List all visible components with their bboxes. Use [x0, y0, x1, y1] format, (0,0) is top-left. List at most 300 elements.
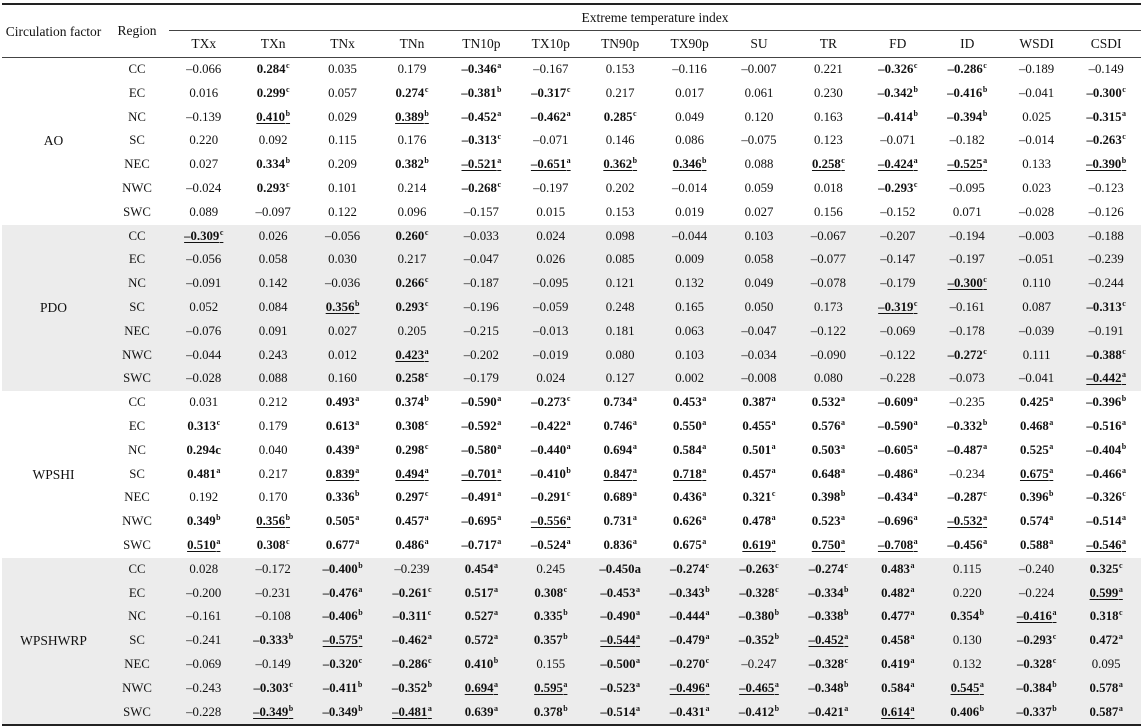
value-text: 0.260 — [395, 228, 425, 243]
value-cell-tnn — [377, 629, 446, 653]
index-header-tr: TR — [794, 31, 863, 58]
value-cell-wsdi: –0.041 — [1002, 367, 1071, 391]
significance-mark: c — [913, 179, 918, 189]
significance-mark: b — [702, 156, 707, 166]
value-text: –0.421 — [808, 704, 844, 719]
significance-mark: a — [636, 703, 641, 713]
value-cell-tx10p: –0.013 — [516, 320, 585, 344]
value-text: –0.390 — [1086, 157, 1122, 172]
region-cell: SC — [129, 466, 145, 481]
significance-mark: b — [844, 608, 849, 618]
significance-mark: b — [632, 156, 638, 166]
significance-mark: b — [354, 298, 360, 308]
value-text: 0.731 — [603, 514, 633, 529]
value-text: 0.486 — [395, 537, 425, 552]
value-cell-csdi: –0.239 — [1071, 248, 1141, 272]
value-text: –0.491 — [461, 490, 497, 505]
value-cell-tn10p — [447, 582, 516, 606]
value-cell-tn10p: –0.202 — [447, 344, 516, 368]
region-cell: NEC — [105, 320, 169, 344]
significance-mark: a — [1122, 417, 1127, 427]
region-cell: CC — [105, 558, 169, 582]
value-cell-tn90p — [585, 510, 654, 534]
significance-mark: b — [1049, 489, 1054, 499]
value-text: –0.313 — [461, 133, 497, 148]
value-text: 0.389 — [395, 109, 424, 124]
value-cell-tn90p — [585, 391, 654, 415]
significance-mark: b — [840, 489, 846, 499]
significance-mark: a — [910, 703, 915, 713]
value-cell-su: 0.049 — [724, 272, 793, 296]
value-cell-txx: –0.243 — [169, 677, 238, 701]
value-cell-txx: 0.052 — [169, 296, 238, 320]
table-row — [2, 177, 1141, 201]
value-text: –0.313 — [1086, 299, 1122, 314]
index-header-fd: FD — [863, 31, 932, 58]
value-cell-tn10p: –0.215 — [447, 320, 516, 344]
value-text: –0.481 — [392, 704, 428, 719]
significance-mark: a — [1049, 513, 1054, 523]
value-cell-tn10p — [447, 653, 516, 677]
significance-mark: c — [983, 61, 987, 70]
significance-mark: a — [358, 584, 363, 594]
value-cell-wsdi: –0.189 — [1019, 62, 1055, 76]
value-cell-csdi — [1071, 677, 1141, 701]
significance-mark: c — [983, 346, 987, 356]
value-cell-tn90p — [585, 629, 654, 653]
index-group-header: Extreme temperature index — [169, 4, 1141, 31]
value-text: –0.414 — [877, 109, 913, 124]
significance-mark: b — [424, 394, 429, 404]
value-cell-tr: 0.173 — [794, 296, 863, 320]
value-text: 0.836 — [603, 537, 633, 552]
value-text: 0.425 — [1019, 395, 1049, 410]
significance-mark: c — [216, 417, 221, 427]
value-cell-wsdi: –0.240 — [1002, 558, 1071, 582]
value-text: 0.595 — [534, 680, 563, 695]
value-text: 0.398 — [811, 490, 841, 505]
significance-mark: b — [566, 465, 571, 475]
significance-mark: a — [705, 679, 710, 689]
region-cell: SC — [105, 629, 169, 653]
value-text: –0.524 — [530, 537, 567, 552]
value-cell-tr — [794, 677, 863, 701]
value-text: 0.321 — [742, 490, 772, 505]
index-header-tx90p: TX90p — [655, 31, 724, 58]
value-text: –0.416 — [947, 85, 983, 100]
significance-mark: b — [288, 703, 294, 713]
value-cell-su: –0.034 — [724, 344, 793, 368]
value-cell-fd — [863, 677, 932, 701]
value-text: –0.274 — [669, 561, 706, 576]
value-cell-tx10p — [516, 82, 585, 106]
significance-mark: b — [1121, 441, 1127, 451]
value-text: 0.297 — [395, 490, 425, 505]
significance-mark: a — [497, 441, 502, 451]
value-text: –0.701 — [461, 466, 497, 481]
significance-mark: a — [494, 703, 499, 713]
value-cell-tr — [794, 463, 863, 487]
value-cell-tx90p — [655, 582, 724, 606]
value-cell-tnx — [308, 463, 377, 487]
value-text: –0.381 — [461, 85, 497, 100]
significance-mark: a — [1118, 679, 1123, 689]
value-cell-txn: –0.149 — [238, 653, 307, 677]
value-cell-tnx: 0.027 — [308, 320, 377, 344]
value-cell-tx10p: –0.095 — [516, 272, 585, 296]
significance-mark: b — [1052, 703, 1057, 713]
significance-mark: c — [427, 608, 432, 618]
value-cell-id — [933, 534, 1002, 558]
value-cell-tnx: 0.209 — [328, 157, 357, 172]
value-cell-csdi: –0.188 — [1071, 225, 1141, 249]
value-text: 0.477 — [881, 609, 910, 624]
value-cell-tnx: 0.160 — [308, 367, 377, 391]
region-cell: NEC — [124, 490, 150, 505]
value-cell-tnn: 0.217 — [377, 248, 446, 272]
table-row — [2, 653, 1141, 677]
significance-mark: b — [497, 84, 502, 94]
value-cell-id: –0.235 — [949, 395, 985, 410]
significance-mark: a — [1122, 465, 1127, 475]
value-text: 0.258 — [395, 371, 425, 386]
significance-mark: a — [1049, 465, 1054, 475]
value-text: –0.274 — [808, 561, 844, 576]
value-cell-tnx — [308, 653, 377, 677]
value-cell-tn10p — [447, 439, 516, 463]
value-cell-tn90p: 0.085 — [585, 248, 654, 272]
value-cell-txx: –0.200 — [169, 582, 238, 606]
value-text: 0.396 — [1019, 490, 1049, 505]
value-cell-csdi: –0.191 — [1071, 320, 1141, 344]
significance-mark: b — [285, 156, 291, 166]
value-cell-wsdi — [1002, 415, 1071, 439]
header-row-top — [2, 4, 1141, 31]
significance-mark: a — [355, 513, 360, 523]
value-text: 0.505 — [325, 514, 355, 529]
value-text: 0.382 — [395, 157, 424, 172]
value-text: 0.336 — [325, 490, 355, 505]
table-row — [2, 58, 1141, 82]
value-cell-tnx — [308, 439, 377, 463]
significance-mark: b — [774, 632, 780, 642]
value-text: –0.462 — [392, 633, 428, 648]
significance-mark: c — [424, 370, 429, 380]
value-cell-fd — [863, 296, 932, 320]
value-text: 0.493 — [325, 395, 355, 410]
value-text: 0.839 — [325, 466, 355, 481]
significance-mark: a — [563, 679, 568, 689]
value-text: 0.266 — [395, 276, 425, 291]
value-cell-su: 0.050 — [724, 296, 793, 320]
significance-mark: c — [424, 489, 429, 499]
value-cell-su — [724, 391, 793, 415]
value-text: –0.338 — [808, 609, 844, 624]
value-cell-txn — [238, 177, 307, 201]
value-text: –0.348 — [808, 680, 844, 695]
value-text: 0.457 — [395, 514, 425, 529]
value-cell-tn10p — [447, 177, 516, 201]
significance-mark: b — [563, 703, 568, 713]
value-cell-tx90p: 0.002 — [655, 367, 724, 391]
value-text: –0.651 — [530, 157, 567, 172]
region-cell: CC — [105, 225, 169, 249]
value-cell-tnx: 0.035 — [328, 62, 357, 76]
value-cell-txx: –0.161 — [169, 605, 238, 629]
value-text: 0.550 — [672, 418, 702, 433]
value-with-mark — [673, 467, 706, 481]
significance-mark: a — [913, 465, 918, 475]
value-cell-tr — [794, 415, 863, 439]
value-cell-txx: –0.024 — [186, 180, 222, 195]
significance-mark: a — [979, 679, 984, 689]
value-text: 0.626 — [672, 514, 702, 529]
significance-mark: c — [563, 584, 568, 594]
value-cell-tx90p: 0.049 — [675, 109, 704, 124]
value-cell-tnx — [308, 582, 377, 606]
correlation-table — [2, 3, 1141, 726]
value-text: –0.452 — [461, 109, 497, 124]
value-cell-tn10p — [447, 605, 516, 629]
value-with-mark — [187, 538, 220, 552]
value-cell-fd — [863, 415, 932, 439]
value-cell-tn10p: –0.187 — [447, 272, 516, 296]
significance-mark: c — [1122, 298, 1126, 308]
value-cell-fd — [863, 439, 932, 463]
value-cell-tr: –0.067 — [794, 225, 863, 249]
significance-mark: c — [358, 655, 363, 665]
table-row — [2, 201, 1141, 225]
significance-mark: a — [355, 417, 360, 427]
value-cell-tnn: 0.096 — [397, 204, 427, 219]
value-with-mark — [395, 348, 428, 362]
value-cell-tnx — [308, 677, 377, 701]
value-cell-tr: –0.122 — [794, 320, 863, 344]
value-cell-tr — [794, 486, 863, 510]
value-text: –0.465 — [739, 680, 775, 695]
significance-mark: c — [424, 275, 429, 285]
value-text: 0.619 — [742, 537, 772, 552]
value-cell-tn90p — [585, 439, 654, 463]
value-cell-tnn — [377, 486, 446, 510]
significance-mark: c — [1122, 346, 1126, 356]
value-text: 0.574 — [1019, 514, 1049, 529]
value-cell-id — [933, 486, 1002, 510]
value-cell-tn10p — [447, 106, 516, 130]
significance-mark: c — [983, 489, 987, 499]
value-with-mark — [1017, 609, 1057, 623]
value-cell-txn — [238, 82, 307, 106]
significance-mark: b — [913, 108, 918, 118]
region-cell: SWC — [105, 701, 169, 726]
value-cell-tnx — [308, 510, 377, 534]
value-text: –0.263 — [739, 561, 775, 576]
value-text: –0.532 — [947, 514, 983, 529]
value-text: 0.510 — [187, 537, 216, 552]
table-row — [2, 677, 1141, 701]
significance-mark: b — [705, 584, 710, 594]
value-with-mark — [951, 681, 984, 695]
value-cell-tx90p: 0.132 — [655, 272, 724, 296]
value-text: –0.452 — [808, 633, 844, 648]
significance-mark: a — [632, 465, 637, 475]
value-text: –0.412 — [738, 704, 775, 719]
value-cell-txn: 0.170 — [258, 490, 288, 505]
value-cell-tn90p: 0.146 — [605, 133, 635, 148]
value-text: –0.286 — [392, 656, 428, 671]
value-cell-txn — [238, 153, 307, 177]
region-cell: SWC — [105, 367, 169, 391]
value-cell-wsdi — [1002, 534, 1071, 558]
value-cell-id — [933, 701, 1002, 726]
value-text: –0.708 — [877, 537, 914, 552]
significance-mark: c — [841, 156, 845, 166]
value-cell-tr — [794, 629, 863, 653]
value-text: –0.456 — [947, 537, 983, 552]
significance-mark: a — [355, 465, 360, 475]
value-cell-wsdi — [1002, 463, 1071, 487]
value-cell-fd — [863, 558, 932, 582]
value-cell-txx: –0.069 — [169, 653, 238, 677]
significance-mark: b — [979, 703, 985, 713]
value-cell-tx10p: 0.024 — [516, 225, 585, 249]
value-cell-su — [724, 415, 793, 439]
value-cell-fd — [863, 58, 932, 82]
value-with-mark — [604, 467, 637, 481]
significance-mark: a — [355, 536, 360, 546]
value-text: –0.343 — [669, 585, 705, 600]
table-row — [2, 367, 1141, 391]
value-with-mark — [947, 157, 987, 171]
value-cell-su — [724, 582, 793, 606]
value-cell-tnn — [377, 296, 446, 320]
index-header-tn90p: TN90p — [585, 31, 654, 58]
value-cell-tr: 0.018 — [814, 180, 843, 195]
significance-mark: b — [563, 608, 568, 618]
significance-mark: a — [1118, 632, 1123, 642]
value-cell-tx10p: –0.167 — [533, 62, 569, 76]
value-cell-tr: 0.221 — [814, 62, 843, 76]
significance-mark: a — [841, 417, 846, 427]
index-header-txx: TXx — [169, 31, 238, 58]
factor-cell-ao: AO — [2, 58, 105, 225]
significance-mark: a — [358, 632, 363, 642]
value-cell-txn: 0.092 — [258, 133, 288, 148]
value-cell-csdi — [1071, 415, 1141, 439]
value-cell-tx10p — [516, 701, 585, 726]
significance-mark: a — [702, 441, 707, 451]
value-cell-csdi — [1071, 629, 1141, 653]
significance-mark: a — [636, 632, 641, 642]
value-with-mark — [603, 157, 637, 171]
value-cell-txn — [238, 534, 307, 558]
value-cell-fd: –0.228 — [863, 367, 932, 391]
value-text: –0.352 — [391, 680, 428, 695]
value-text: –0.263 — [1086, 133, 1122, 148]
value-text: –0.487 — [947, 442, 983, 457]
value-cell-id: –0.197 — [933, 248, 1002, 272]
significance-mark: a — [910, 584, 915, 594]
value-text: 0.308 — [534, 585, 564, 600]
value-with-mark — [739, 681, 779, 695]
value-cell-id: –0.073 — [933, 367, 1002, 391]
significance-mark: c — [424, 84, 429, 94]
value-text: –0.293 — [878, 180, 914, 195]
value-text: 0.482 — [881, 585, 910, 600]
value-cell-id: 0.071 — [952, 204, 982, 219]
value-cell-tn90p: 0.153 — [605, 204, 635, 219]
significance-mark: a — [497, 394, 502, 404]
value-text: –0.500 — [600, 656, 636, 671]
value-text: –0.346 — [461, 62, 497, 76]
significance-mark: b — [774, 608, 780, 618]
value-cell-tx10p — [516, 153, 585, 177]
value-cell-csdi — [1071, 486, 1141, 510]
value-cell-tn90p: 0.181 — [585, 320, 654, 344]
value-cell-csdi — [1071, 344, 1141, 368]
table-row — [2, 272, 1141, 296]
value-cell-fd — [863, 106, 932, 130]
value-text: –0.328 — [739, 585, 775, 600]
value-with-mark — [395, 467, 428, 481]
value-cell-tr: 0.080 — [794, 367, 863, 391]
value-cell-tn10p — [447, 82, 516, 106]
value-text: 0.458 — [881, 633, 910, 648]
value-cell-csdi: –0.149 — [1088, 62, 1124, 76]
significance-mark: c — [428, 655, 432, 665]
significance-mark: a — [497, 417, 502, 427]
significance-mark: a — [913, 156, 918, 166]
significance-mark: c — [1122, 84, 1126, 94]
value-cell-fd: –0.069 — [863, 320, 932, 344]
value-cell-tnn — [377, 463, 446, 487]
value-text: 0.293 — [395, 299, 425, 314]
value-with-mark — [742, 538, 775, 552]
value-cell-fd: –0.179 — [863, 272, 932, 296]
value-cell-wsdi: –0.028 — [1019, 204, 1055, 219]
value-cell-tn10p — [447, 486, 516, 510]
value-with-mark — [531, 514, 571, 528]
value-cell-fd — [863, 701, 932, 726]
value-text: –0.268 — [461, 180, 497, 195]
table-row — [2, 153, 1141, 177]
value-text: –0.444 — [669, 609, 705, 624]
value-text: –0.272 — [947, 347, 983, 362]
value-cell-su — [724, 510, 793, 534]
value-cell-tn10p: –0.033 — [447, 225, 516, 249]
value-cell-tnx: 0.122 — [328, 204, 357, 219]
significance-mark: b — [358, 703, 363, 713]
value-text: 0.453 — [672, 395, 702, 410]
value-cell-tnx: –0.056 — [308, 225, 377, 249]
significance-mark: a — [636, 608, 641, 618]
region-cell: SWC — [123, 537, 151, 552]
table-row — [2, 463, 1141, 487]
significance-mark: b — [358, 608, 363, 618]
value-text: –0.333 — [253, 633, 289, 648]
significance-mark: a — [636, 655, 641, 665]
significance-mark: b — [357, 679, 363, 689]
value-with-mark — [462, 157, 502, 171]
significance-mark: a — [632, 417, 637, 427]
region-column-header: Region — [105, 4, 169, 58]
significance-mark: c — [1052, 655, 1057, 665]
value-text: –0.525 — [947, 157, 983, 172]
significance-mark: c — [424, 298, 429, 308]
value-cell-csdi: –0.123 — [1088, 180, 1124, 195]
value-text: 0.523 — [811, 514, 841, 529]
value-text: 0.335 — [533, 609, 563, 624]
